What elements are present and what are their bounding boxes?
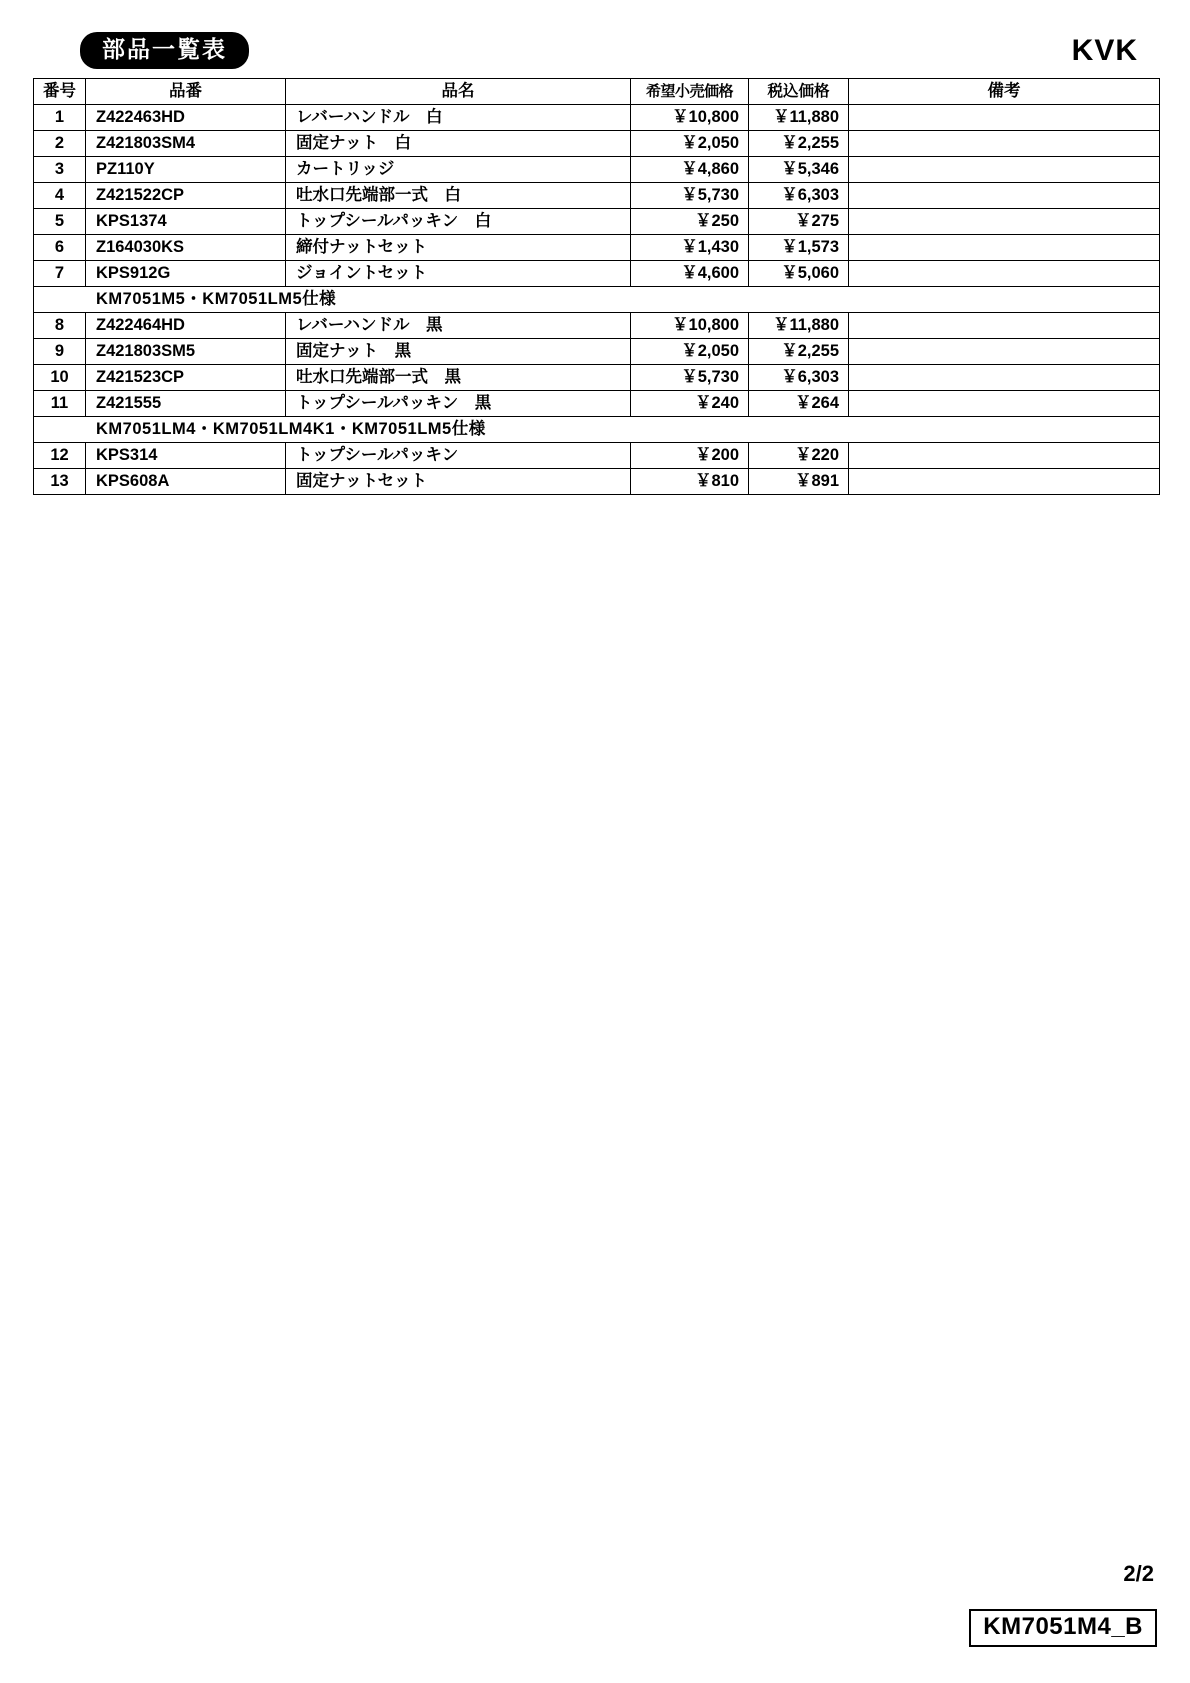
cell-note bbox=[849, 235, 1160, 261]
cell-price: ￥2,050 bbox=[631, 339, 749, 365]
cell-name: トップシールパッキン bbox=[286, 443, 631, 469]
cell-note bbox=[849, 443, 1160, 469]
cell-name: レバーハンドル 白 bbox=[286, 105, 631, 131]
cell-no: 2 bbox=[34, 131, 86, 157]
table-row bbox=[34, 261, 1160, 287]
table-section-row bbox=[34, 287, 1160, 313]
cell-tax: ￥891 bbox=[749, 469, 849, 495]
cell-code: KPS912G bbox=[86, 261, 286, 287]
cell-name: 固定ナットセット bbox=[286, 469, 631, 495]
cell-tax: ￥275 bbox=[749, 209, 849, 235]
cell-no: 11 bbox=[34, 391, 86, 417]
cell-code: KPS608A bbox=[86, 469, 286, 495]
cell-price: ￥250 bbox=[631, 209, 749, 235]
cell-name: 締付ナットセット bbox=[286, 235, 631, 261]
table-header-row bbox=[34, 79, 1160, 105]
cell-code: KPS1374 bbox=[86, 209, 286, 235]
cell-tax: ￥11,880 bbox=[749, 313, 849, 339]
cell-code: Z164030KS bbox=[86, 235, 286, 261]
cell-name: トップシールパッキン 黒 bbox=[286, 391, 631, 417]
table-section-row bbox=[34, 417, 1160, 443]
column-header-name: 品名 bbox=[286, 79, 631, 105]
cell-name: トップシールパッキン 白 bbox=[286, 209, 631, 235]
cell-code: Z421803SM5 bbox=[86, 339, 286, 365]
cell-no: 13 bbox=[34, 469, 86, 495]
table-row bbox=[34, 105, 1160, 131]
cell-no: 7 bbox=[34, 261, 86, 287]
cell-code: Z421803SM4 bbox=[86, 131, 286, 157]
cell-tax: ￥11,880 bbox=[749, 105, 849, 131]
cell-price: ￥810 bbox=[631, 469, 749, 495]
cell-price: ￥4,860 bbox=[631, 157, 749, 183]
cell-note bbox=[849, 261, 1160, 287]
document-header bbox=[30, 26, 1160, 74]
cell-note bbox=[849, 157, 1160, 183]
cell-tax: ￥6,303 bbox=[749, 183, 849, 209]
brand-logo: KVK bbox=[1071, 34, 1138, 67]
table-row bbox=[34, 209, 1160, 235]
cell-tax: ￥264 bbox=[749, 391, 849, 417]
cell-tax: ￥6,303 bbox=[749, 365, 849, 391]
cell-price: ￥1,430 bbox=[631, 235, 749, 261]
cell-note bbox=[849, 391, 1160, 417]
cell-name: 固定ナット 白 bbox=[286, 131, 631, 157]
table-row bbox=[34, 235, 1160, 261]
cell-no: 10 bbox=[34, 365, 86, 391]
cell-tax: ￥220 bbox=[749, 443, 849, 469]
cell-tax: ￥1,573 bbox=[749, 235, 849, 261]
cell-name: ジョイントセット bbox=[286, 261, 631, 287]
cell-price: ￥2,050 bbox=[631, 131, 749, 157]
cell-code: Z422463HD bbox=[86, 105, 286, 131]
cell-name: 吐水口先端部一式 白 bbox=[286, 183, 631, 209]
cell-no: 5 bbox=[34, 209, 86, 235]
column-header-note: 備考 bbox=[849, 79, 1160, 105]
parts-list-table bbox=[33, 78, 1160, 495]
cell-note bbox=[849, 209, 1160, 235]
table-row bbox=[34, 365, 1160, 391]
table-row bbox=[34, 391, 1160, 417]
cell-price: ￥5,730 bbox=[631, 183, 749, 209]
table-body bbox=[34, 105, 1160, 495]
column-header-no: 番号 bbox=[34, 79, 86, 105]
section-label: KM7051M5・KM7051LM5仕様 bbox=[34, 287, 1160, 313]
cell-code: Z421522CP bbox=[86, 183, 286, 209]
table-row bbox=[34, 339, 1160, 365]
page-title: 部品一覧表 bbox=[80, 32, 249, 69]
cell-no: 3 bbox=[34, 157, 86, 183]
cell-code: Z422464HD bbox=[86, 313, 286, 339]
cell-code: Z421523CP bbox=[86, 365, 286, 391]
table-row bbox=[34, 469, 1160, 495]
cell-no: 9 bbox=[34, 339, 86, 365]
cell-tax: ￥2,255 bbox=[749, 131, 849, 157]
table-row bbox=[34, 131, 1160, 157]
table-header bbox=[34, 79, 1160, 105]
cell-note bbox=[849, 313, 1160, 339]
cell-note bbox=[849, 469, 1160, 495]
column-header-code: 品番 bbox=[86, 79, 286, 105]
cell-note bbox=[849, 105, 1160, 131]
table-row bbox=[34, 443, 1160, 469]
column-header-tax: 税込価格 bbox=[749, 79, 849, 105]
cell-no: 8 bbox=[34, 313, 86, 339]
table-row bbox=[34, 183, 1160, 209]
page-number: 2/2 bbox=[1123, 1561, 1154, 1586]
cell-price: ￥4,600 bbox=[631, 261, 749, 287]
cell-note bbox=[849, 339, 1160, 365]
cell-price: ￥240 bbox=[631, 391, 749, 417]
cell-tax: ￥5,346 bbox=[749, 157, 849, 183]
document-code-badge: KM7051M4_B bbox=[969, 1609, 1157, 1647]
cell-price: ￥10,800 bbox=[631, 105, 749, 131]
column-header-price: 希望小売価格 bbox=[631, 79, 749, 105]
cell-tax: ￥2,255 bbox=[749, 339, 849, 365]
section-label: KM7051LM4・KM7051LM4K1・KM7051LM5仕様 bbox=[34, 417, 1160, 443]
cell-tax: ￥5,060 bbox=[749, 261, 849, 287]
cell-name: カートリッジ bbox=[286, 157, 631, 183]
cell-note bbox=[849, 131, 1160, 157]
cell-price: ￥200 bbox=[631, 443, 749, 469]
cell-name: 固定ナット 黒 bbox=[286, 339, 631, 365]
cell-note bbox=[849, 183, 1160, 209]
cell-name: 吐水口先端部一式 黒 bbox=[286, 365, 631, 391]
table-row bbox=[34, 157, 1160, 183]
table-row bbox=[34, 313, 1160, 339]
cell-price: ￥10,800 bbox=[631, 313, 749, 339]
cell-no: 1 bbox=[34, 105, 86, 131]
cell-price: ￥5,730 bbox=[631, 365, 749, 391]
cell-code: Z421555 bbox=[86, 391, 286, 417]
cell-no: 6 bbox=[34, 235, 86, 261]
cell-name: レバーハンドル 黒 bbox=[286, 313, 631, 339]
cell-note bbox=[849, 365, 1160, 391]
cell-no: 12 bbox=[34, 443, 86, 469]
cell-no: 4 bbox=[34, 183, 86, 209]
cell-code: PZ110Y bbox=[86, 157, 286, 183]
cell-code: KPS314 bbox=[86, 443, 286, 469]
